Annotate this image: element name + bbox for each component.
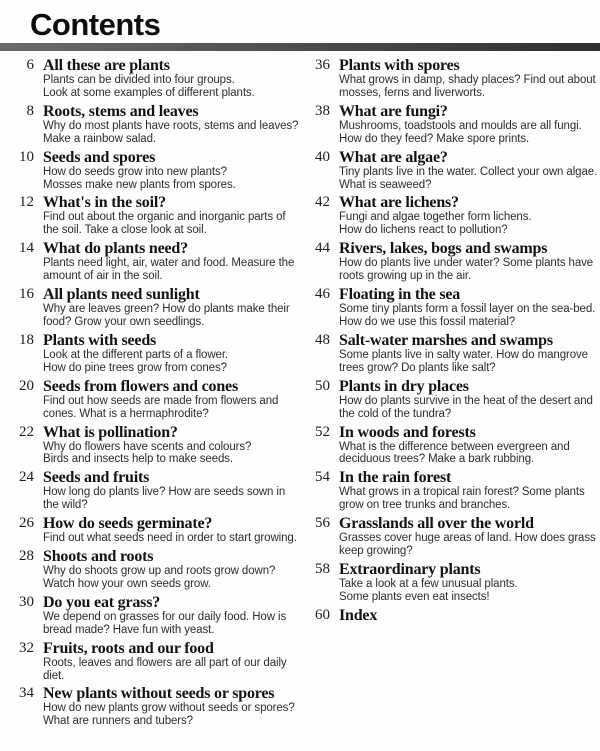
toc-entry — [304, 561, 600, 604]
entry-body — [43, 594, 304, 637]
entry-body — [339, 240, 600, 283]
toc-entry — [304, 607, 600, 624]
entry-title: Seeds from flowers and cones — [43, 377, 238, 395]
toc-entry — [304, 149, 600, 192]
toc-entry — [304, 515, 600, 558]
page-number: 52 — [315, 423, 330, 440]
entry-body — [339, 424, 600, 467]
entry-title: Plants with seeds — [43, 331, 157, 349]
entry-body — [339, 515, 600, 558]
entry-description-line: What grows in damp, shady places? Find out about — [339, 74, 596, 86]
entry-title: What is pollination? — [43, 423, 178, 441]
page-number: 40 — [315, 148, 330, 165]
entry-description-line: Birds and insects help to make seeds. — [43, 453, 233, 466]
entry-description-line: the cold of the tundra? — [339, 407, 452, 420]
toc-entry — [304, 103, 600, 146]
toc-entry — [304, 332, 600, 375]
entry-body — [43, 103, 304, 146]
entry-description-line: Roots, leaves and flowers are all part of our daily — [43, 656, 287, 669]
entry-description-line: How do pine trees grow from cones? — [43, 361, 227, 374]
entry-title: Salt-water marshes and swamps — [339, 331, 553, 349]
entry-description-line: Fungi and algae together form lichens. — [339, 211, 532, 224]
entry-description-line: How do plants survive in the heat of the desert and — [339, 394, 593, 407]
entry-title: Do you eat grass? — [43, 593, 161, 611]
entry-description-line: Why do most plants have roots, stems and leaves? — [43, 119, 299, 132]
entry-body — [339, 57, 600, 100]
entry-description-line: bread made? Have fun with yeast. — [43, 623, 215, 636]
page-number: 28 — [19, 548, 34, 565]
toc-entry — [304, 469, 600, 512]
entry-description-line: trees grow? Do plants like salt? — [339, 361, 496, 374]
entry-title: All these are plants — [43, 57, 170, 74]
page-number: 38 — [315, 102, 330, 119]
entry-title: What do plants need? — [43, 240, 188, 258]
page-number: 34 — [19, 685, 34, 702]
entry-description-line: amount of air in the soil. — [43, 270, 163, 283]
entry-description-line: Mushrooms, toadstools and moulds are all fungi. — [339, 119, 582, 132]
entry-description-line: Take a look at a few unusual plants. — [339, 577, 518, 590]
toc-entry — [304, 378, 600, 421]
toc-entry — [8, 515, 304, 545]
toc-entry — [8, 103, 304, 146]
toc-column-right — [304, 57, 600, 731]
toc-entry — [8, 424, 304, 467]
entry-title: Index — [339, 606, 378, 624]
entry-body — [339, 286, 600, 329]
entry-description-line: keep growing? — [339, 545, 413, 558]
page-number: 10 — [19, 148, 34, 165]
entry-description-line: How do they feed? Make spore prints. — [339, 132, 530, 145]
entry-description-line: What grows in a tropical rain forest? Some plants — [339, 486, 585, 499]
page-header — [0, 0, 600, 51]
entry-title: What are lichens? — [339, 194, 459, 212]
entry-description-line: Some tiny plants form a fossil layer on the sea-bed. — [339, 303, 596, 316]
entry-title: What's in the soil? — [43, 194, 166, 212]
page-number: 8 — [26, 102, 34, 119]
toc-entry — [8, 469, 304, 512]
toc-entry — [8, 640, 304, 683]
page-number: 54 — [315, 469, 330, 486]
toc-entry — [8, 548, 304, 591]
page-number: 18 — [19, 331, 34, 348]
entry-title: Seeds and fruits — [43, 469, 150, 487]
entry-title: In woods and forests — [339, 423, 476, 441]
page-number: 30 — [19, 593, 34, 610]
page-number: 14 — [19, 240, 34, 257]
entry-description-line: Why do flowers have scents and colours? — [43, 440, 252, 453]
entry-title: New plants without seeds or spores — [43, 685, 275, 703]
toc-entry — [304, 240, 600, 283]
entry-description-line: Look at some examples of different plants. — [43, 86, 255, 99]
entry-title: Plants with spores — [339, 57, 460, 74]
toc-entry — [8, 378, 304, 421]
entry-description-line: cones. What is a hermaphrodite? — [43, 407, 209, 420]
page-number: 32 — [19, 639, 34, 656]
entry-description-line: mosses, ferns and liverworts. — [339, 86, 486, 99]
entry-description-line: Make a rainbow salad. — [43, 132, 156, 145]
entry-body — [43, 378, 304, 421]
entry-body — [43, 286, 304, 329]
entry-title: Roots, stems and leaves — [43, 102, 199, 120]
entry-body — [339, 103, 600, 146]
entry-body — [43, 685, 304, 728]
entry-description-line: grow on tree trunks and branches. — [339, 499, 511, 512]
entry-title: Fruits, roots and our food — [43, 639, 214, 657]
entry-description-line: Plants can be divided into four groups. — [43, 74, 235, 86]
toc-entry — [8, 286, 304, 329]
entry-description-line: How long do plants live? How are seeds sown in — [43, 486, 286, 499]
entry-description-line: What is the difference between evergreen and — [339, 440, 570, 453]
toc-entry — [8, 332, 304, 375]
toc-columns — [0, 51, 600, 731]
page-number: 46 — [315, 286, 330, 303]
entry-description-line: diet. — [43, 669, 65, 682]
toc-entry — [8, 57, 304, 100]
entry-description-line: Tiny plants live in the water. Collect your own algae. — [339, 165, 598, 178]
entry-description-line: How do plants live under water? Some plants have — [339, 257, 594, 270]
page-number: 6 — [26, 57, 34, 73]
entry-body — [339, 469, 600, 512]
page-number: 16 — [19, 286, 34, 303]
toc-entry — [8, 240, 304, 283]
entry-title: Floating in the sea — [339, 286, 461, 304]
entry-body — [43, 548, 304, 591]
toc-column-left — [8, 57, 304, 731]
entry-body — [339, 332, 600, 375]
entry-title: What are algae? — [339, 148, 448, 166]
entry-title: How do seeds germinate? — [43, 515, 213, 533]
entry-body — [339, 194, 600, 237]
entry-description-line: How do new plants grow without seeds or spores? — [43, 702, 295, 715]
entry-body — [339, 561, 600, 604]
page-number: 24 — [19, 469, 34, 486]
entry-description-line: roots growing up in the air. — [339, 270, 472, 283]
page-number: 60 — [315, 606, 330, 623]
entry-body — [43, 469, 304, 512]
entry-title: In the rain forest — [339, 469, 452, 487]
entry-body — [43, 57, 304, 100]
entry-title: Grasslands all over the world — [339, 515, 534, 533]
page-number: 56 — [315, 515, 330, 532]
entry-description-line: Some plants live in salty water. How do mangrove — [339, 348, 588, 361]
entry-title: Seeds and spores — [43, 148, 156, 166]
entry-description-line: Find out how seeds are made from flowers and — [43, 394, 279, 407]
entry-body — [43, 194, 304, 237]
entry-description-line: How do we use this fossil material? — [339, 315, 516, 328]
entry-description-line: How do lichens react to pollution? — [339, 224, 508, 237]
page-number: 50 — [315, 377, 330, 394]
entry-title: Extraordinary plants — [339, 560, 481, 578]
toc-entry — [8, 594, 304, 637]
entry-body — [339, 607, 600, 624]
entry-description-line: the soil. Take a close look at soil. — [43, 224, 207, 237]
entry-body — [339, 378, 600, 421]
toc-entry — [304, 194, 600, 237]
entry-description-line: food? Grow your own seedlings. — [43, 315, 205, 328]
entry-title: Plants in dry places — [339, 377, 469, 395]
page-number: 48 — [315, 331, 330, 348]
toc-entry — [304, 57, 600, 100]
entry-description-line: Find out about the organic and inorganic parts of — [43, 211, 286, 224]
entry-description-line: Some plants even eat insects! — [339, 590, 490, 603]
entry-description-line: Plants need light, air, water and food. Measure the — [43, 257, 295, 270]
entry-body — [43, 640, 304, 683]
entry-description-line: Mosses make new plants from spores. — [43, 178, 236, 191]
entry-body — [43, 240, 304, 283]
toc-entry — [8, 194, 304, 237]
entry-title: All plants need sunlight — [43, 286, 200, 304]
toc-entry — [304, 424, 600, 467]
entry-body — [339, 149, 600, 192]
entry-description-line: Why do shoots grow up and roots grow down? — [43, 565, 276, 578]
page-title: Contents — [30, 7, 161, 42]
entry-description-line: Look at the different parts of a flower. — [43, 348, 229, 361]
page-number: 58 — [315, 560, 330, 577]
toc-entry — [8, 149, 304, 192]
entry-description-line: Find out what seeds need in order to start growing. — [43, 532, 297, 545]
entry-body — [43, 515, 304, 545]
entry-description-line: How do seeds grow into new plants? — [43, 165, 227, 178]
entry-title: Shoots and roots — [43, 548, 154, 566]
entry-description-line: Why are leaves green? How do plants make their — [43, 303, 290, 316]
entry-description-line: We depend on grasses for our daily food. How is — [43, 610, 287, 623]
entry-description-line: deciduous trees? Make a bark rubbing. — [339, 453, 535, 466]
page-number: 44 — [315, 240, 330, 257]
entry-title: Rivers, lakes, bogs and swamps — [339, 240, 548, 258]
entry-description-line: What is seaweed? — [339, 178, 432, 191]
page-number: 42 — [315, 194, 330, 211]
entry-body — [43, 332, 304, 375]
page-number: 22 — [19, 423, 34, 440]
entry-description-line: the wild? — [43, 499, 88, 512]
page-number: 20 — [19, 377, 34, 394]
entry-body — [43, 424, 304, 467]
entry-description-line: What are runners and tubers? — [43, 715, 193, 728]
toc-entry — [304, 286, 600, 329]
entry-title: What are fungi? — [339, 102, 448, 120]
page-number: 36 — [315, 57, 330, 73]
entry-description-line: Grasses cover huge areas of land. How does grass — [339, 532, 596, 545]
page-number: 12 — [19, 194, 34, 211]
entry-body — [43, 149, 304, 192]
page-number: 26 — [19, 515, 34, 532]
toc-entry — [8, 685, 304, 728]
entry-description-line: Watch how your own seeds grow. — [43, 577, 211, 590]
title-divider — [0, 43, 600, 51]
